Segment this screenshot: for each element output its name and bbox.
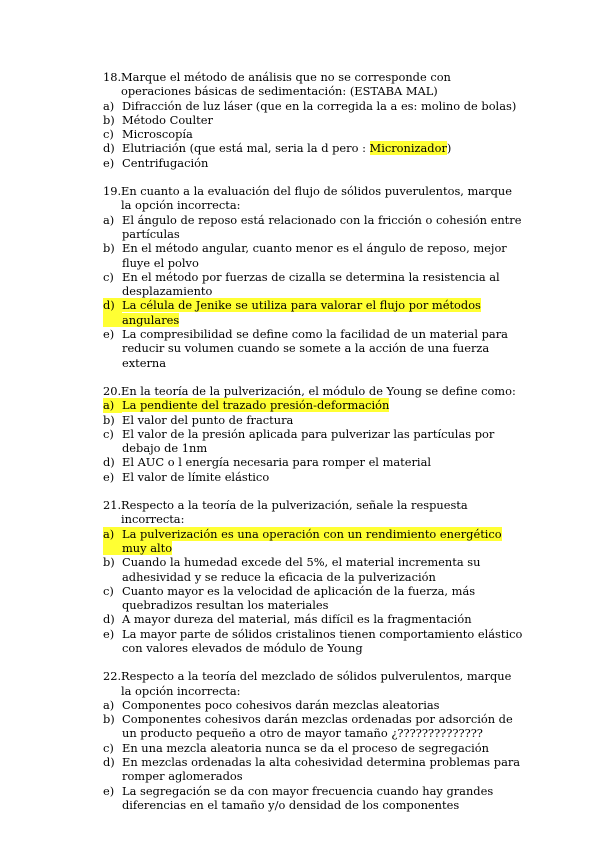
option-letter: d) (103, 455, 115, 470)
option-letter: c) (103, 740, 114, 755)
option-letter: a) (103, 697, 115, 712)
option-content (122, 555, 523, 584)
option-letter: c) (103, 269, 114, 284)
answer-option (103, 113, 523, 127)
option-content (122, 470, 523, 484)
answer-option (103, 555, 523, 584)
answer-option (103, 712, 523, 741)
option-content (122, 141, 523, 155)
question-stem (103, 70, 523, 99)
option-text: A mayor dureza del material, más difícil es la fragmentación (122, 612, 472, 627)
answer-option (103, 427, 523, 456)
option-text: Método Coulter (122, 112, 213, 127)
option-letter: a) (103, 212, 115, 227)
question-text: En la teoría de la pulverización, el módulo de Young se define como: (121, 383, 516, 398)
option-content (122, 698, 523, 712)
option-content (122, 784, 523, 813)
option-text: El valor de la presión aplicada para pulverizar las partículas por debajo de 1nm (122, 426, 495, 456)
option-content (122, 298, 523, 327)
question-block (103, 70, 523, 170)
question-number: 22. (103, 669, 122, 684)
question-number: 19. (103, 184, 122, 199)
answer-option (103, 241, 523, 270)
option-text: Elutriación (que está mal, seria la d pero : (122, 141, 370, 156)
answer-option (103, 527, 523, 556)
option-content (122, 127, 523, 141)
option-letter: c) (103, 583, 114, 598)
question-text: Marque el método de análisis que no se corresponde con operaciones básicas de sedimentación: (ESTABA MAL) (121, 70, 451, 99)
question-number: 18. (103, 70, 122, 84)
option-letter: b) (103, 241, 115, 256)
answer-option (103, 698, 523, 712)
answer-option (103, 755, 523, 784)
answer-option (103, 784, 523, 813)
option-content (122, 427, 523, 456)
question-stem (103, 384, 523, 398)
option-letter: e) (103, 626, 115, 641)
option-text-highlighted: La célula de Jenike se utiliza para valorar el flujo por métodos angulares (122, 298, 481, 327)
option-text: El ángulo de reposo está relacionado con la fricción o cohesión entre partículas (122, 212, 522, 241)
option-text-tail: ) (446, 141, 452, 156)
question-stem (103, 669, 523, 698)
option-content (122, 398, 523, 412)
option-letter: e) (103, 783, 115, 798)
option-text: En mezclas ordenadas la alta cohesividad determina problemas para romper aglomerados (122, 755, 521, 784)
answer-option (103, 627, 523, 656)
option-letter: d) (103, 298, 122, 327)
answer-option (103, 270, 523, 299)
option-content (122, 99, 523, 113)
option-content (122, 455, 523, 469)
option-text: El valor del punto de fractura (122, 412, 294, 427)
option-text: Componentes cohesivos darán mezclas ordenadas por adsorción de un producto pequeño a otro de mayor tamaño ¿?????????????? (122, 712, 513, 741)
question-block (103, 184, 523, 370)
option-text: La segregación se da con mayor frecuencia cuando hay grandes diferencias en el tamaño y/o densidad de los componentes (122, 783, 494, 812)
option-content (122, 741, 523, 755)
option-text: El valor de límite elástico (122, 469, 270, 484)
question-number: 20. (103, 383, 122, 398)
option-content (122, 612, 523, 626)
option-text: El AUC o l energía necesaria para romper el material (122, 455, 432, 470)
option-text: En el método por fuerzas de cizalla se determina la resistencia al desplazamiento (122, 269, 500, 299)
answer-option (103, 741, 523, 755)
option-content (122, 627, 523, 656)
answer-option (103, 413, 523, 427)
option-content (122, 755, 523, 784)
question-block (103, 384, 523, 484)
answer-option (103, 127, 523, 141)
question-text: Respecto a la teoría de la pulverización, señale la respuesta incorrecta: (121, 498, 468, 527)
document-page (103, 70, 523, 826)
option-content (122, 241, 523, 270)
question-block (103, 498, 523, 655)
answer-option (103, 99, 523, 113)
answer-option (103, 612, 523, 626)
option-letter: b) (103, 712, 115, 727)
option-content (122, 156, 523, 170)
answer-option (103, 298, 523, 327)
option-text: Microscopía (122, 127, 193, 142)
question-number: 21. (103, 498, 122, 513)
answer-option (103, 455, 523, 469)
option-content (122, 584, 523, 613)
option-text: Cuando la humedad excede del 5%, el material incrementa su adhesividad y se reduce la eficacia de la pulverización (122, 555, 481, 584)
option-letter: b) (103, 412, 115, 427)
question-text: En cuanto a la evaluación del flujo de sólidos puverulentos, marque la opción incorrecta: (121, 184, 512, 213)
option-text: Componentes poco cohesivos darán mezclas aleatorias (122, 697, 440, 712)
option-text: En una mezcla aleatoria nunca se da el proceso de segregación (122, 740, 490, 755)
option-highlighted-note: Micronizador (369, 141, 447, 156)
option-letter: e) (103, 469, 115, 484)
option-letter: e) (103, 327, 115, 342)
option-text: Centrifugación (122, 155, 209, 170)
option-text: Cuanto mayor es la velocidad de aplicación de la fuerza, más quebradizos resultan los materiales (122, 583, 476, 613)
option-letter: d) (103, 141, 115, 156)
option-letter: b) (103, 112, 115, 127)
answer-option (103, 327, 523, 370)
option-letter: e) (103, 155, 115, 170)
option-content (122, 113, 523, 127)
option-content (122, 527, 523, 556)
answer-option (103, 584, 523, 613)
question-stem (103, 498, 523, 527)
question-text: Respecto a la teoría del mezclado de sólidos pulverulentos, marque la opción incorrecta: (121, 669, 512, 698)
option-content (122, 213, 523, 242)
option-text: Difracción de luz láser (que en la corregida la a es: molino de bolas) (122, 98, 517, 113)
option-content (122, 413, 523, 427)
answer-option (103, 141, 523, 155)
question-block (103, 669, 523, 812)
option-content (122, 270, 523, 299)
option-text: La compresibilidad se define como la facilidad de un material para reducir su volumen cuando se somete a la acción de una fuerza externa (122, 327, 508, 370)
option-content (122, 327, 523, 370)
option-text-highlighted: La pulverización es una operación con un rendimiento energético muy alto (122, 526, 502, 555)
option-content (122, 712, 523, 741)
option-letter: a) (103, 398, 122, 412)
option-text: En el método angular, cuanto menor es el ángulo de reposo, mejor fluye el polvo (122, 241, 507, 270)
answer-option (103, 213, 523, 242)
answer-option (103, 156, 523, 170)
option-letter: a) (103, 98, 115, 113)
option-letter: a) (103, 527, 122, 556)
question-stem (103, 184, 523, 213)
answer-option (103, 398, 523, 412)
option-text-highlighted: La pendiente del trazado presión-deformación (122, 398, 390, 413)
option-letter: c) (103, 127, 114, 142)
option-text: La mayor parte de sólidos cristalinos tienen comportamiento elástico con valores elevados de módulo de Young (122, 626, 523, 655)
answer-option (103, 470, 523, 484)
option-letter: b) (103, 555, 115, 570)
option-letter: d) (103, 755, 115, 770)
option-letter: d) (103, 612, 115, 627)
option-letter: c) (103, 426, 114, 441)
